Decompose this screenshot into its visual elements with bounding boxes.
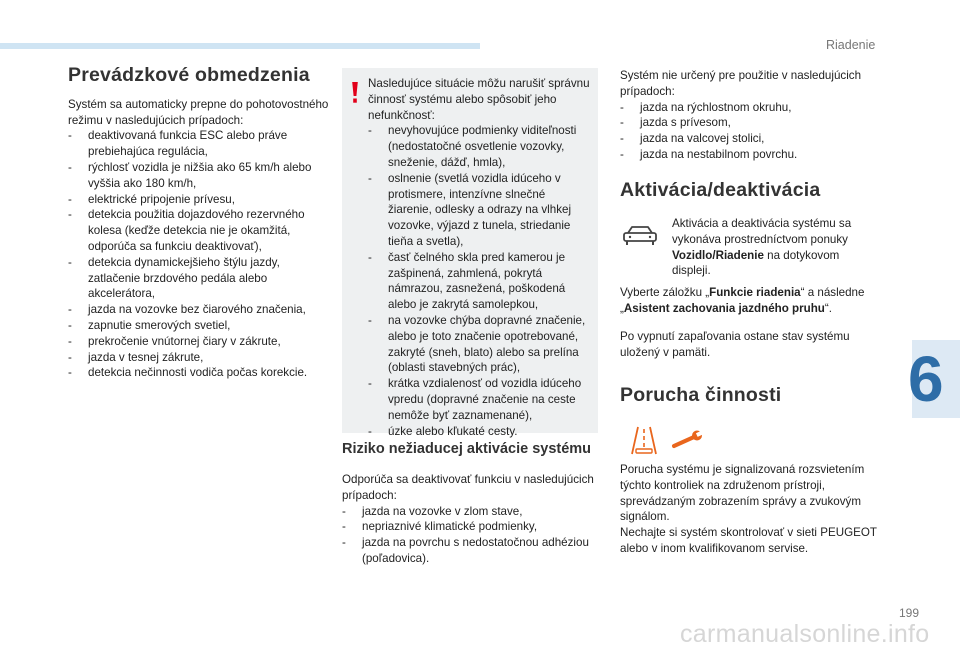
activation-select-text [620, 285, 878, 317]
fault-title-block [620, 384, 878, 406]
text-span: na dotykovom displeji. [672, 248, 840, 278]
activation-title-block [620, 179, 878, 201]
warning-list [368, 123, 592, 439]
operating-limits-list [68, 128, 330, 381]
list-item: - jazda v tesnej zákrute, [68, 350, 330, 366]
list-item: - jazda na povrchu s nedostatočnou adhéziou (poľadovica). [342, 535, 604, 567]
page-number: 199 [899, 606, 920, 620]
text-span: Vyberte záložku „ [620, 286, 710, 300]
fault-title: Porucha činnosti [620, 384, 782, 406]
section-title: Riadenie [826, 38, 876, 52]
unwanted-activation-list [342, 504, 604, 567]
activation-menu-text [672, 216, 878, 279]
warning-exclamation-icon [351, 82, 359, 104]
list-item: - detekcia použitia dojazdového rezervného kolesa (keďže detekcia nie je okamžitá, odporúča sa funkciu deaktivovať), [68, 207, 330, 254]
list-item: - deaktivovaná funkcia ESC alebo práve prebiehajúca regulácia, [68, 128, 330, 160]
chapter-number: 6 [908, 343, 944, 415]
unwanted-activation-title: Riziko nežiaducej aktivácie systému [342, 441, 592, 457]
watermark: carmanualsonline.info [680, 620, 930, 648]
list-item: - jazda na valcovej stolici, [620, 131, 878, 147]
list-item: - jazda na vozovke bez čiarového značenia, [68, 302, 330, 318]
fault-warning-lamps-icon [624, 424, 724, 456]
list-item: - úzke alebo kľukaté cesty. [368, 424, 592, 440]
function-name-lane-assist: Asistent zachovania jazdného pruhu [623, 301, 825, 315]
wrench-lamp-icon [674, 431, 703, 447]
list-item: - oslnenie (svetlá vozidla idúceho v protismere, intenzívne slnečné žiarenie, odlesky a odrazy na vlhkej vozovke, výjazd z tunela, striedanie tieňa a svetla), [368, 171, 592, 250]
list-item: - jazda na rýchlostnom okruhu, [620, 100, 878, 116]
list-item: - krátka vzdialenosť od vozidla idúceho vpredu (dopravné značenie na ceste nemôže byť zaznamenané), [368, 376, 592, 423]
warning-intro: Nasledujúce situácie môžu narušiť správnu činnosť systému alebo spôsobiť jeho nefunkčnosť: [368, 77, 590, 122]
list-item: - rýchlosť vozidla je nižšia ako 65 km/h alebo vyššia ako 180 km/h, [68, 160, 330, 192]
activation-body [620, 216, 878, 360]
warning-text [368, 76, 592, 439]
list-item: - prekročenie vnútornej čiary v zákrute, [68, 334, 330, 350]
operating-limits-title: Prevádzkové obmedzenia [68, 64, 310, 86]
list-item: - detekcia nečinnosti vodiča počas korekcie. [68, 365, 330, 381]
text-span: “. [824, 301, 832, 315]
unwanted-activation-section [342, 441, 604, 567]
fault-text-service: Nechajte si systém skontrolovať v sieti PEUGEOT alebo v inom kvalifikovanom servise. [620, 526, 877, 555]
not-intended-list [620, 100, 878, 163]
list-item: - jazda s prívesom, [620, 115, 878, 131]
list-item: - časť čelného skla pred kamerou je zašpinená, zahmlená, pokrytá námrazou, zasnežená, poškodená alebo je zakrytá samolepkou, [368, 250, 592, 313]
list-item: - na vozovke chýba dopravné značenie, alebo je toto značenie opotrebované, zakryté (sneh, blato) alebo sa prelína (oblasti stavebných prác), [368, 313, 592, 376]
activation-title: Aktivácia/deaktivácia [620, 179, 821, 201]
fault-text: Porucha systému je signalizovaná rozsvietením týchto kontroliek na združenom prístroji, sprevádzaným zobrazením správy a zvukovým signálom. [620, 463, 865, 524]
list-item: - jazda na nestabilnom povrchu. [620, 147, 878, 163]
fault-body [620, 462, 878, 557]
tab-name-funkcie-riadenia: Funkcie riadenia [709, 286, 801, 300]
operating-limits-intro: Systém sa automaticky prepne do pohotovostného režimu v nasledujúcich prípadoch: [68, 97, 329, 127]
unwanted-activation-intro: Odporúča sa deaktivovať funkciu v nasledujúcich prípadoch: [342, 473, 594, 502]
operating-limits-section [68, 64, 330, 381]
list-item: - nevyhovujúce podmienky viditeľnosti (nedostatočné osvetlenie vozovky, sneženie, dážď, hmla), [368, 123, 592, 170]
text-span: “ a následne „ [620, 286, 865, 315]
list-item: - jazda na vozovke v zlom stave, [342, 504, 604, 520]
not-intended-section [620, 68, 878, 163]
not-intended-intro: Systém nie určený pre použitie v nasledujúcich prípadoch: [620, 69, 862, 98]
header-accent-bar [0, 43, 480, 49]
text-span: Aktivácia a deaktivácia systému sa vykonáva prostredníctvom ponuky [672, 217, 852, 246]
menu-name-vozidlo-riadenie: Vozidlo/Riadenie [672, 248, 764, 262]
activation-memory-text: Po vypnutí zapaľovania ostane stav systému uložený v pamäti. [620, 329, 850, 359]
list-item: - nepriaznivé klimatické podmienky, [342, 519, 604, 535]
list-item: - zapnutie smerových svetiel, [68, 318, 330, 334]
list-item: - elektrické pripojenie prívesu, [68, 192, 330, 208]
lane-departure-lamp-icon [632, 427, 656, 454]
list-item: - detekcia dynamickejšieho štýlu jazdy, zatlačenie brzdového pedála alebo akcelerátora, [68, 255, 330, 302]
